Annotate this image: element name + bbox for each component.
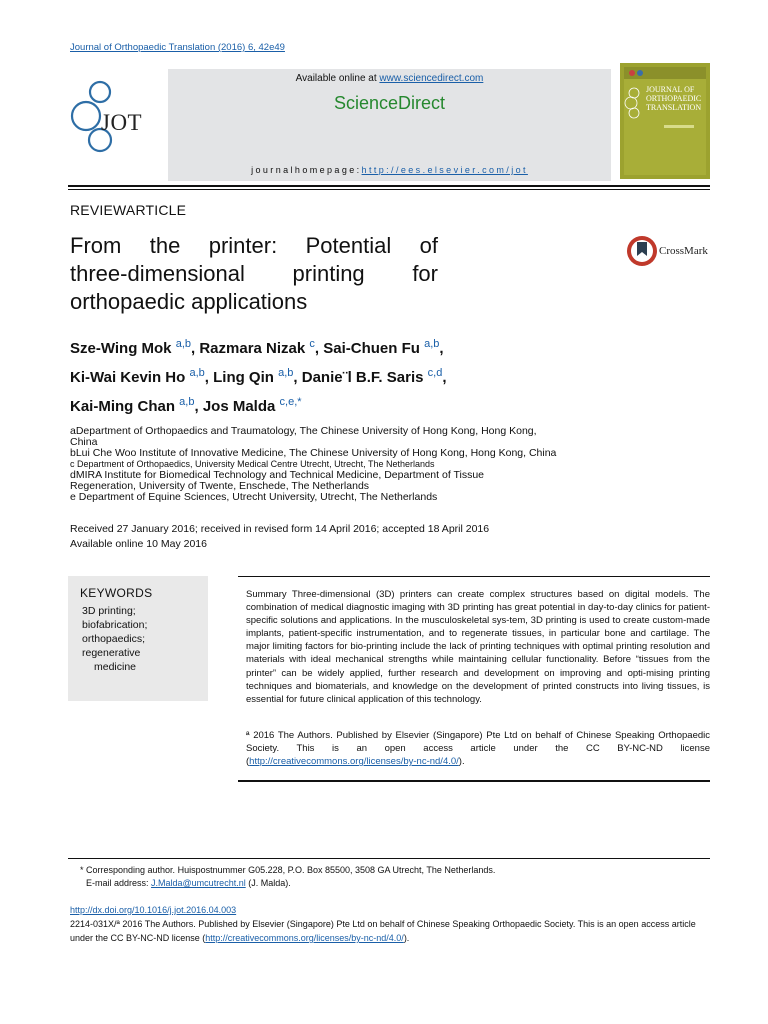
abstract-rule-bottom [238,780,710,782]
journal-cover-inner [624,67,706,175]
footer-license-link[interactable]: http://creativecommons.org/licenses/by-nc-nd/4.0/ [205,933,404,943]
author-affiliation-sup[interactable]: a,b [189,367,205,379]
license-mark: ª [246,730,250,741]
author-affiliation-sup[interactable]: c [309,338,315,350]
article-title-line: three-dimensional printing for [70,261,438,286]
footer-license-suffix: ). [403,933,410,943]
email-link[interactable]: J.Malda@umcutrecht.nl [151,878,246,888]
author-list [70,332,540,419]
author-name: Ling Qin [213,369,274,386]
cover-title [646,85,701,112]
author-separator: , [314,340,324,357]
jot-logo [68,78,158,158]
affiliation-item: c Department of Orthopaedics, University Medical Centre Utrecht, Utrecht, The Netherlands [70,459,435,469]
received-dates: Received 27 January 2016; received in revised form 14 April 2016; accepted 18 April 2016 [70,523,490,535]
header-rule [68,185,710,187]
doi-link[interactable]: http://dx.doi.org/10.1016/j.jot.2016.04.003 [70,905,237,915]
license-statement [246,729,710,768]
author-line [70,390,540,419]
sciencedirect-banner [168,69,611,181]
jot-logo-text: JOT [101,110,143,135]
author-separator: , [293,369,302,386]
crossmark-icon [626,234,658,268]
license-text: 2016 The Authors. Published by Elsevier (Singapore) Pte Ltd on behalf of Chinese Speaking Orthopaedic Society. This is an open access article under the CC BY-NC-ND license ( [246,730,710,768]
crossmark-label: CrossMark [659,245,708,257]
affiliation-item: bLui Che Woo Institute of Innovative Medicine, The Chinese University of Hong Kong, Hong Kong, China [70,447,557,459]
sciencedirect-link[interactable]: www.sciencedirect.com [379,73,484,84]
author-name: Danie¨l B.F. Saris [301,369,424,386]
author-line [70,361,540,390]
keywords-list [82,604,147,674]
article-type: REVIEWARTICLE [70,202,187,218]
cover-art [624,67,706,175]
author-separator: , [191,340,200,357]
author-name: Sze-Wing Mok [70,340,172,357]
affiliation-item: aDepartment of Orthopaedics and Traumatology, The Chinese University of Hong Kong, Hong Kong, [70,425,537,437]
journal-homepage-label: journalhomepage: [251,165,362,175]
author-affiliation-sup[interactable]: a,b [179,396,195,408]
affiliation-item: e Department of Equine Sciences, Utrecht University, Utrecht, The Netherlands [70,491,438,503]
available-online [168,73,611,84]
author-separator: , [194,398,203,415]
online-date: Available online 10 May 2016 [70,538,207,550]
correspondence-address: * Corresponding author. Huispostnummer G05.228, P.O. Box 85500, 3508 GA Utrecht, The Netherlands. [80,865,496,875]
author-affiliation-sup[interactable]: c,e,* [279,396,302,408]
author-line [70,332,540,361]
article-title-line: From the printer: Potential of [70,233,438,258]
journal-homepage-link[interactable]: http://ees.elsevier.com/jot [361,165,528,175]
affiliations [70,426,610,503]
author-name: Ki-Wai Kevin Ho [70,369,186,386]
email-label: E-mail address: [86,878,152,888]
cover-title-line: JOURNAL OF [646,85,695,94]
author-name: Kai-Ming Chan [70,398,175,415]
journal-cover [620,63,710,179]
footer-license [70,917,710,945]
keyword-item: biofabrication; [82,619,148,631]
footnote-rule [68,858,710,859]
keyword-item: regenerative [82,647,141,659]
author-affiliation-sup[interactable]: c,d [427,367,443,379]
keyword-item: 3D printing; [82,605,136,617]
sciencedirect-title: ScienceDirect [333,93,446,113]
footer-license-text: 2214-031X/ª 2016 The Authors. Published by Elsevier (Singapore) Pte Ltd on behalf of Chinese Speaking Orthopaedic Society. This is an open access article under the CC BY-NC-ND license ( [70,919,696,943]
author-separator: , [439,340,444,357]
email-suffix: (J. Malda). [245,878,291,888]
author-affiliation-sup[interactable]: a,b [424,338,440,350]
author-affiliation-sup[interactable]: a,b [278,367,294,379]
author-affiliation-sup[interactable]: a,b [175,338,191,350]
article-dates [70,522,489,552]
affiliation-item: dMIRA Institute for Biomedical Technology and Technical Medicine, Department of Tissue [70,469,484,481]
license-suffix: ). [458,756,465,768]
author-separator: , [442,369,447,386]
author-name: Sai-Chuen Fu [323,340,420,357]
keywords-box [68,576,208,701]
journal-homepage [168,165,611,175]
correspondence-note [80,864,495,890]
header-rule-thin [68,189,710,190]
footer [70,903,710,945]
article-title [70,232,438,316]
affiliation-item: China [70,436,98,448]
license-link[interactable]: http://creativecommons.org/licenses/by-nc-nd/4.0/ [249,756,459,768]
keyword-item: orthopaedics; [82,633,146,645]
abstract-text: Summary Three-dimensional (3D) printers can create complex structures based on digital models. The combination of medical diagnostic imaging with 3D printing has great potential in day-to-day clinics for patient-specific solutions and applications. In the musculoskeletal sys-tem, 3D printing is used to create custom-made implants, patient-specific instrumentation, and to regenerate tissues, in particular bone and cartilage. The major limiting factors for bio-printing include the lack of printing techniques with optimal printing resolution and materials with ideal mechanical strengths while maintaining cellular functionality. Before “tissues from the printer” can be widely applied, further research and development on improving and opti-mising printing techniques and biomaterials, and knowledge on the development of printed constructs into living tissues, is essential for future clinical application of this technology. [246,589,710,705]
cover-title-line: ORTHOPAEDIC [646,94,702,103]
article-title-line: orthopaedic applications [70,289,308,314]
author-name: Jos Malda [202,398,276,415]
keyword-item: medicine [94,661,137,673]
abstract-rule-top [238,576,710,577]
journal-reference[interactable]: Journal of Orthopaedic Translation (2016) 6, 42e49 [70,42,285,53]
cover-title-line: TRANSLATION [646,103,702,112]
author-name: Razmara Nizak [199,340,306,357]
author-separator: , [204,369,214,386]
keywords-title: KEYWORDS [80,586,153,600]
crossmark-badge[interactable] [626,234,708,273]
affiliation-item: Regeneration, University of Twente, Enschede, The Netherlands [70,480,370,492]
available-online-label: Available online at [295,73,380,84]
correspondence-email-line [80,877,495,890]
